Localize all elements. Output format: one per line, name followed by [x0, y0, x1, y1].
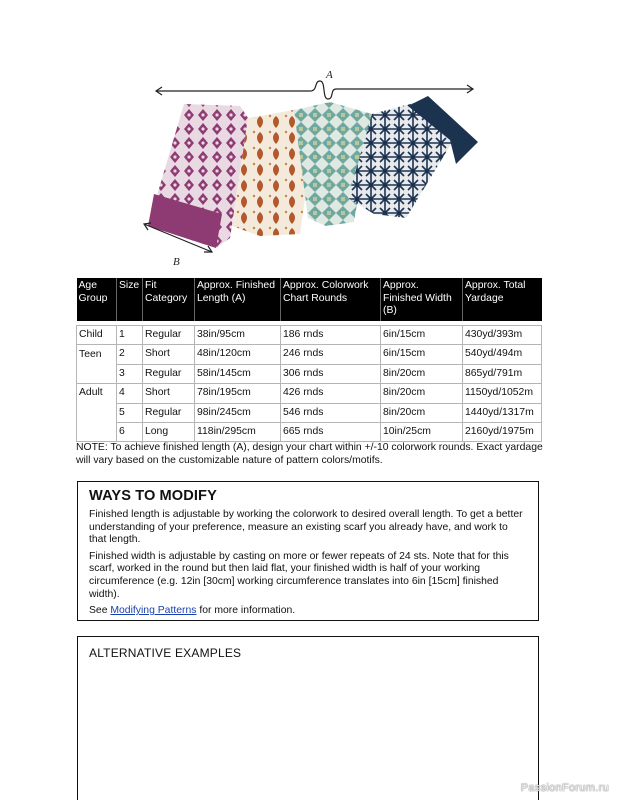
cell-age: Adult	[77, 384, 117, 403]
cell-length: 118in/295cm	[195, 422, 281, 441]
cell-length: 38in/95cm	[195, 326, 281, 345]
cell-age	[77, 364, 117, 383]
cell-age	[77, 422, 117, 441]
cell-yardage: 1440yd/1317m	[463, 403, 542, 422]
cell-fit: Regular	[143, 403, 195, 422]
cell-fit: Long	[143, 422, 195, 441]
see-prefix: See	[89, 605, 111, 617]
cell-width: 8in/20cm	[381, 403, 463, 422]
table-row	[77, 403, 542, 422]
header-chart-rounds: Approx. Colorwork Chart Rounds	[281, 278, 381, 321]
cell-age: Teen	[77, 345, 117, 364]
cell-rounds: 426 rnds	[281, 384, 381, 403]
cell-size: 2	[117, 345, 143, 364]
cell-fit: Short	[143, 384, 195, 403]
table-row	[77, 326, 542, 345]
cell-rounds: 186 rnds	[281, 326, 381, 345]
cell-length: 58in/145cm	[195, 364, 281, 383]
cell-width: 8in/20cm	[381, 364, 463, 383]
see-more-paragraph	[89, 605, 527, 618]
table-header-row	[77, 278, 542, 321]
length-dimension-arrow	[156, 81, 473, 99]
cell-yardage: 2160yd/1975m	[463, 422, 542, 441]
table-row	[77, 364, 542, 383]
cell-fit: Short	[143, 345, 195, 364]
cell-size: 4	[117, 384, 143, 403]
cell-width: 6in/15cm	[381, 326, 463, 345]
table-row	[77, 384, 542, 403]
cell-rounds: 546 rnds	[281, 403, 381, 422]
alternative-examples-box	[77, 636, 539, 800]
cell-rounds: 306 rnds	[281, 364, 381, 383]
cell-size: 6	[117, 422, 143, 441]
alternative-examples-title: ALTERNATIVE EXAMPLES	[89, 646, 242, 660]
cell-fit: Regular	[143, 364, 195, 383]
table-row	[77, 345, 542, 364]
modify-width-paragraph: Finished width is adjustable by casting on more or fewer repeats of 24 sts. Note that for this scarf, worked in the round but then laid flat, your finished width is half of your working circumference (e.g. 12in [30cm] working circumference translates into 6in [15cm] finished width).	[89, 550, 509, 600]
cell-width: 6in/15cm	[381, 345, 463, 364]
cell-size: 5	[117, 403, 143, 422]
cell-length: 48in/120cm	[195, 345, 281, 364]
cell-length: 78in/195cm	[195, 384, 281, 403]
cell-rounds: 246 rnds	[281, 345, 381, 364]
scarf-illustration	[140, 66, 485, 270]
cell-length: 98in/245cm	[195, 403, 281, 422]
cell-fit: Regular	[143, 326, 195, 345]
cell-rounds: 665 rnds	[281, 422, 381, 441]
cell-yardage: 540yd/494m	[463, 345, 542, 364]
cell-yardage: 865yd/791m	[463, 364, 542, 383]
header-total-yardage: Approx. Total Yardage	[463, 278, 542, 321]
cell-size: 1	[117, 326, 143, 345]
length-label: A	[326, 69, 333, 81]
cell-width: 8in/20cm	[381, 384, 463, 403]
width-label: B	[173, 256, 180, 268]
header-finished-length: Approx. Finished Length (A)	[195, 278, 281, 321]
cell-age	[77, 403, 117, 422]
ways-to-modify-box	[77, 481, 539, 621]
table-row	[77, 422, 542, 441]
header-age-group: Age Group	[77, 278, 117, 321]
modify-length-paragraph: Finished length is adjustable by working the colorwork to desired overall length. To get a better understanding of your preference, measure an existing scarf you already have, and work to that length.	[89, 509, 523, 546]
cell-yardage: 1150yd/1052m	[463, 384, 542, 403]
modifying-patterns-link[interactable]: Modifying Patterns	[110, 605, 197, 617]
ways-to-modify-title: WAYS TO MODIFY	[89, 488, 217, 504]
header-fit-category: Fit Category	[143, 278, 195, 321]
header-size: Size	[117, 278, 143, 321]
header-finished-width: Approx. Finished Width (B)	[381, 278, 463, 321]
scarf-section-plum	[148, 104, 248, 248]
size-chart-table	[76, 278, 542, 442]
watermark-text: PassionForum.ru	[520, 782, 609, 794]
cell-width: 10in/25cm	[381, 422, 463, 441]
see-suffix: for more information.	[196, 605, 296, 617]
cell-yardage: 430yd/393m	[463, 326, 542, 345]
yardage-note: NOTE: To achieve finished length (A), design your chart within +/-10 colorwork rounds. Exact yardage will vary based on the customizable nature of pattern colors/motifs.	[76, 442, 543, 466]
cell-size: 3	[117, 364, 143, 383]
cell-age: Child	[77, 326, 117, 345]
